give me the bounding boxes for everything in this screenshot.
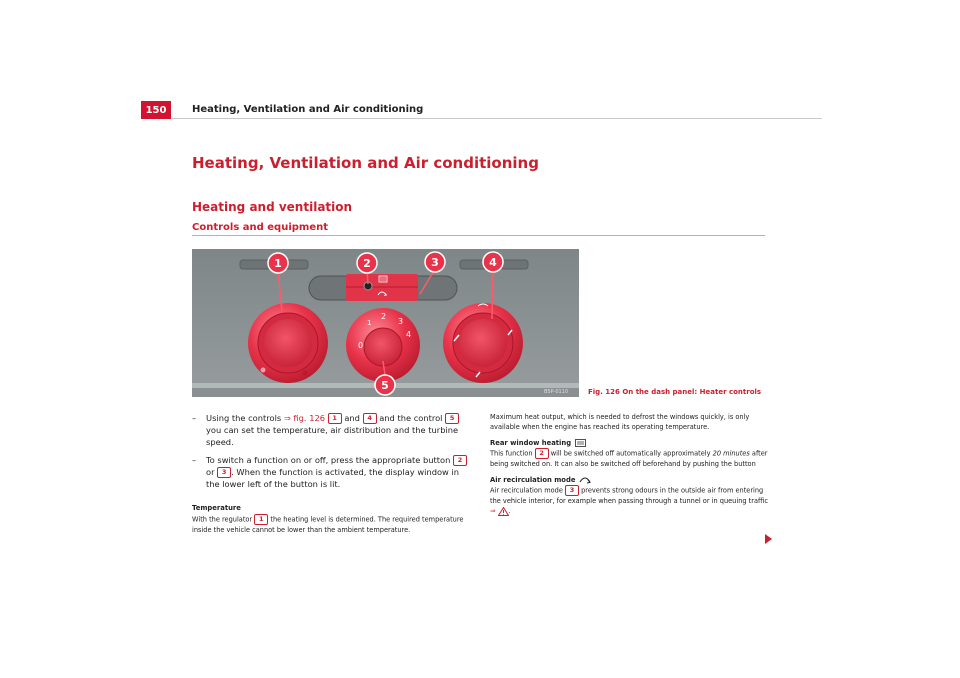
- temperature-heading: Temperature: [192, 504, 241, 512]
- bullet-dash: –: [192, 455, 197, 465]
- air-recirculation-heading: Air recirculation mode: [490, 475, 770, 485]
- dash-panel-illustration: [192, 249, 579, 397]
- chapter-title: Heating, Ventilation and Air conditioning: [192, 154, 539, 172]
- fan-scale-0: 0: [358, 341, 364, 350]
- subsection-title: Controls and equipment: [192, 222, 329, 233]
- rear-window-heating-icon: [575, 439, 586, 447]
- svg-text:4: 4: [489, 256, 497, 269]
- control-badge-4: 4: [363, 413, 377, 424]
- callout-3: [425, 252, 445, 272]
- warning-triangle-icon: [498, 507, 509, 516]
- rear-window-heading: Rear window heating: [490, 438, 770, 448]
- svg-text:1: 1: [274, 257, 282, 270]
- fan-scale-1: 1: [367, 319, 372, 327]
- control-badge-1: 1: [328, 413, 342, 424]
- svg-text:3: 3: [431, 256, 439, 269]
- warning-reference-link[interactable]: ⇒: [490, 507, 496, 515]
- fan-scale-4: 4: [406, 330, 412, 339]
- section-title: Heating and ventilation: [192, 200, 353, 214]
- figure-caption: Fig. 126 On the dash panel: Heater controls: [588, 388, 762, 396]
- svg-text:5: 5: [381, 379, 389, 392]
- control-badge-3: 3: [217, 467, 231, 478]
- callout-5: [375, 375, 395, 395]
- instruction-1: – Using the controls ⇒ fig. 126 1 and 4 and the control 5 you can set the temperature, air distribution and the turbine speed.: [192, 413, 459, 447]
- next-page-arrow-icon[interactable]: [765, 534, 772, 544]
- rear-window-paragraph: This function 2 will be switched off automatically approximately 20 minutes after being switched on. It can also be switched off beforehand by pushing the button: [490, 449, 768, 468]
- air-recirculation-icon: [579, 476, 591, 484]
- temperature-paragraph: With the regulator 1 the heating level is determined. The required temperature inside the vehicle cannot be lower than the ambient temperature.: [192, 515, 464, 534]
- page-number: 150: [141, 101, 171, 119]
- max-heat-paragraph: Maximum heat output, which is needed to defrost the windows quickly, is only available when the engine has reached its operating temperature.: [490, 413, 750, 431]
- header-rule: [172, 118, 822, 119]
- bullet-dash: –: [192, 413, 197, 423]
- fan-scale-2: 2: [381, 312, 387, 321]
- temperature-knob: [248, 303, 328, 383]
- air-recirculation-paragraph: Air recirculation mode 3 prevents strong odours in the outside air from entering the vehicle interior, for example when passing through a tunnel or in queuing traffic ⇒ .: [490, 486, 768, 515]
- control-badge-5: 5: [445, 413, 459, 424]
- instruction-2: – To switch a function on or off, press the appropriate button 2 or 3 . When the function is activated, the display window in the lower left of the button is lit.: [192, 454, 470, 490]
- fan-scale-3: 3: [398, 317, 404, 326]
- control-badge-2: 2: [453, 455, 467, 466]
- right-column: [490, 412, 770, 516]
- figure-code: B5P-0110: [544, 389, 569, 395]
- callout-2: [357, 253, 377, 273]
- control-badge-1: 1: [254, 514, 268, 525]
- subsection-rule: [192, 235, 765, 236]
- control-badge-3: 3: [565, 485, 579, 496]
- svg-text:2: 2: [363, 257, 371, 270]
- running-header: Heating, Ventilation and Air conditioning: [192, 104, 424, 115]
- callout-4: [483, 252, 503, 272]
- left-column: [192, 412, 470, 535]
- control-badge-2: 2: [535, 448, 549, 459]
- air-distribution-knob: [443, 303, 523, 383]
- callout-1: [268, 253, 288, 273]
- fan-speed-knob: [346, 308, 420, 382]
- figure-reference-link[interactable]: ⇒ fig. 126: [283, 413, 326, 423]
- heater-controls-figure: [192, 249, 579, 397]
